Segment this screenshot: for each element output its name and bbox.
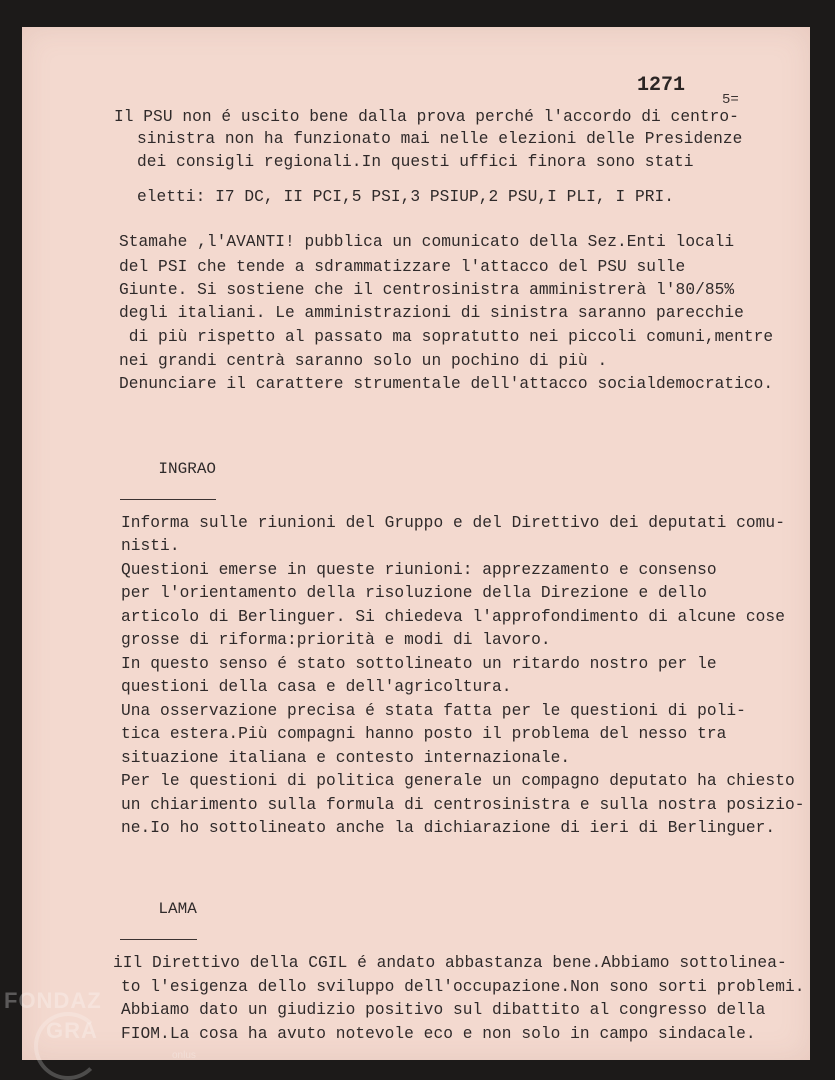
- text-line: iIl Direttivo della CGIL é andato abbastanza bene.Abbiamo sottolinea-: [113, 954, 787, 972]
- text-line: articolo di Berlinguer. Si chiedeva l'approfondimento di alcune cose: [121, 608, 785, 626]
- text-line: per l'orientamento della risoluzione della Direzione e dello: [121, 584, 707, 602]
- text-line: In questo senso é stato sottolineato un ritardo nostro per le: [121, 655, 717, 673]
- text-line: eletti: I7 DC, II PCI,5 PSI,3 PSIUP,2 PSU,I PLI, I PRI.: [137, 188, 675, 206]
- text-line: Una osservazione precisa é stata fatta per le questioni di poli-: [121, 702, 746, 720]
- text-line: tica estera.Più compagni hanno posto il problema del nesso tra: [121, 725, 727, 743]
- text-line: Abbiamo dato un giudizio positivo sul dibattito al congresso della: [121, 1001, 766, 1019]
- text-line: situazione italiana e contesto internazionale.: [121, 749, 571, 767]
- watermark-line1: FONDAZ: [4, 988, 102, 1013]
- text-line: Denunciare il carattere strumentale dell'attacco socialdemocratico.: [119, 375, 774, 393]
- page-number: 1271: [637, 74, 686, 97]
- text-line: Per le questioni di politica generale un compagno deputato ha chiesto: [121, 772, 795, 790]
- text-line: sinistra non ha funzionato mai nelle elezioni delle Presidenze: [137, 130, 743, 148]
- page-mark: 5=: [722, 92, 739, 108]
- text-line: nei grandi centrà saranno solo un pochino di più .: [119, 352, 608, 370]
- text-line: questioni della casa e dell'agricoltura.: [121, 678, 512, 696]
- text-line: Stamahe ,l'AVANTI! pubblica un comunicato della Sez.Enti locali: [119, 233, 735, 251]
- heading-underline: [120, 499, 216, 500]
- text-line: Il PSU non é uscito bene dalla prova perché l'accordo di centro-: [114, 108, 739, 126]
- document-page: [22, 27, 810, 1060]
- text-line: Informa sulle riunioni del Gruppo e del Direttivo dei deputati comu-: [121, 514, 785, 532]
- text-line: dei consigli regionali.In questi uffici finora sono stati: [137, 153, 694, 171]
- text-line: Giunte. Si sostiene che il centrosinistra amministrerà l'80/85%: [119, 281, 735, 299]
- text-line: grosse di riforma:priorità e modi di lavoro.: [121, 631, 551, 649]
- section-heading-label: LAMA: [158, 900, 197, 918]
- text-line: FIOM.La cosa ha avuto notevole eco e non solo in campo sindacale.: [121, 1025, 756, 1043]
- section-heading-label: INGRAO: [158, 460, 217, 478]
- text-line: del PSI che tende a sdrammatizzare l'attacco del PSU sulle: [119, 258, 686, 276]
- watermark-subtitle: onlus: [172, 1050, 196, 1061]
- text-line: degli italiani. Le amministrazioni di sinistra saranno parecchie: [119, 304, 744, 322]
- text-line: di più rispetto al passato ma sopratutto nei piccoli comuni,mentre: [119, 328, 774, 346]
- text-line: Questioni emerse in queste riunioni: apprezzamento e consenso: [121, 561, 717, 579]
- text-line: nisti.: [121, 537, 180, 555]
- text-line: to l'esigenza dello sviluppo dell'occupazione.Non sono sorti problemi.: [121, 978, 805, 996]
- heading-underline: [120, 939, 197, 940]
- watermark-line2: GRA: [46, 1018, 98, 1043]
- text-line: un chiarimento sulla formula di centrosinistra e sulla nostra posizio-: [121, 796, 805, 814]
- text-line: ne.Io ho sottolineato anche la dichiarazione di ieri di Berlinguer.: [121, 819, 776, 837]
